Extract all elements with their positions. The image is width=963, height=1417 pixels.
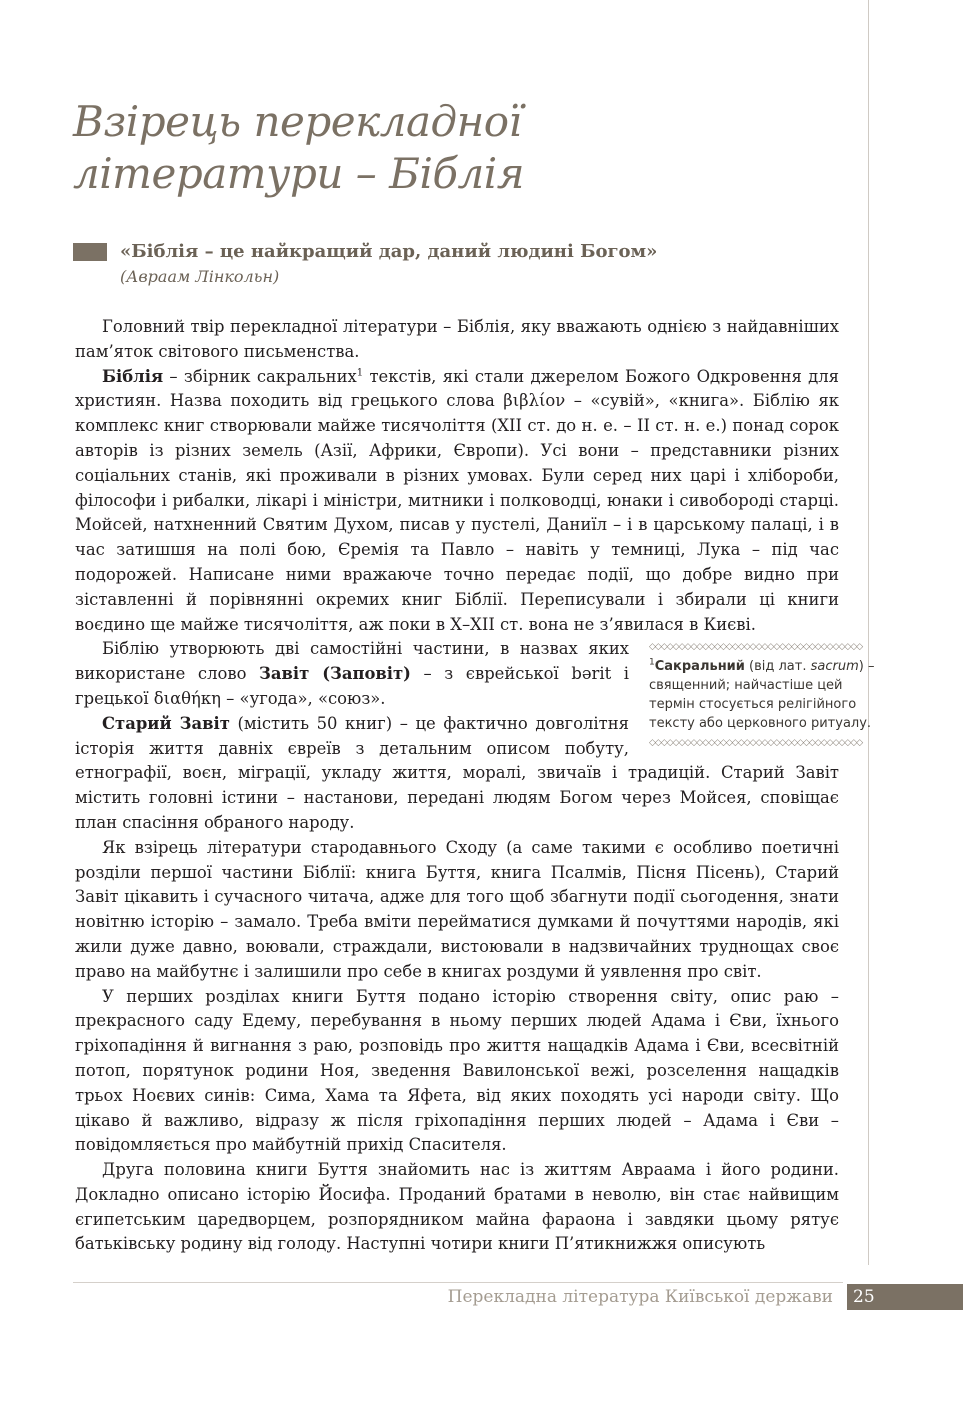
margin-rule bbox=[868, 0, 869, 1265]
term-old-testament: Старий Завіт bbox=[102, 713, 230, 733]
term-testament: Завіт (Заповіт) bbox=[259, 664, 411, 684]
paragraph: Головний твір перекладної літератури – Біблія, яку вважають однією з найдавніших пам’яток світового письменства. bbox=[75, 317, 839, 361]
chapter-title-line-1: Взірець перекладної bbox=[73, 97, 522, 146]
text: текстів, які стали джерелом Божого Одкровення для християн. Назва походить від грецького слова βιβλίον – «сувій», «книга». Біблію як комплекс книг створювали майже тисячоліття (XII ст. до н. е. – II ст. н. е.) понад сорок авторів із різних земель (Азії, Африки, Європи). Усі вони – представники різних соціальних станів, які проживали в різних умовах. Були серед них царі і хлібороби, філософи і рибалки, лікарі і міністри, митники і полководці, юнаки і сивобороді старці. Мойсей, натхненний Святим Духом, писав у пустелі, Даниїл – і в царському палаці, і в час затишшя на полі бою, Єремія та Павло – навіть у темниці, Лука – під час подорожей. Написане ними вражаюче точно передає події, що добре видно при зіставленні й порівнянні окремих книг Біблії. Переписували і збирали ці книги воєдино ще майже тисячоліття, аж поки в X–XII ст. вона не з’явилася в Києві. bbox=[75, 366, 839, 634]
footnote bbox=[649, 637, 891, 753]
text: (містить 50 книг) – це фактично довголітня історія життя давніх євреїв з детальним описом побуту, етнографії, воєн, міграції, укладу життя, моралі, звичаїв і традицій. Старий Завіт містить головні істини – настанови, передані людям Богом через Мойсея, сповіщає план спасіння обраного народу. bbox=[75, 713, 839, 832]
body-text bbox=[75, 315, 875, 1257]
epigraph-author: (Авраам Лінкольн) bbox=[120, 267, 280, 286]
epigraph bbox=[120, 239, 840, 289]
term-bible: Біблія bbox=[102, 366, 164, 386]
epigraph-quote: «Біблія – це найкращий дар, даний людині Богом» bbox=[120, 241, 658, 262]
footnote-top-border: ◇◇◇◇◇◇◇◇◇◇◇◇◇◇◇◇◇◇◇◇◇◇◇◇◇◇◇◇◇◇◇◇◇◇◇◇ bbox=[649, 642, 863, 653]
footnote-latin: sacrum bbox=[810, 659, 859, 675]
paragraph: Як взірець літератури стародавнього Сходу (а саме такими є особливо поетичні розділи першої частини Біблії: книга Буття, книга Псалмів, Пісня Пісень), Старий Завіт цікавить і сучасного читача, адже для того щоб збагнути події сьогодення, знати новітню історію – замало. Треба вміти перейматися думками й почуттями народів, які жили дуже давно, воювали, страждали, вистоювали в надзвичайних труднощах своє право на майбутнє і залишили про себе в книгах роздуми й уявлення про світ. bbox=[75, 837, 839, 981]
chapter-title-line-2: літератури – Біблія bbox=[73, 149, 525, 198]
paragraph: У перших розділах книги Буття подано історію створення світу, опис раю – прекрасного саду Едему, перебування в ньому перших людей Адама і Єви, їхнього гріхопадіння й вигнання з раю, розповідь про життя нащадків Адама і Єви, всесвітній потоп, порятунок родини Ноя, зведення Вавилонської вежі, розселення нащадків трьох Ноєвих синів: Сима, Хама та Яфета, від яких походять усі народи світу. Що цікаво й важливо, відразу ж після гріхопадіння перших людей – Адама і Єви – повідомляється про майбутній прихід Спасителя. bbox=[75, 986, 839, 1155]
footnote-ref[interactable]: 1 bbox=[356, 367, 364, 379]
paragraph: Друга половина книги Буття знайомить нас із життям Авраама і його родини. Докладно описано історію Йосифа. Проданий братами в неволю, він стає найвищим єгипетським царедворцем, розпорядником майна фараона і завдяки цьому рятує батьківську родину від голоду. Наступні чотири книги П’ятикнижжя описують bbox=[75, 1160, 839, 1254]
footer-rule bbox=[73, 1282, 843, 1283]
footnote-bottom-border: ◇◇◇◇◇◇◇◇◇◇◇◇◇◇◇◇◇◇◇◇◇◇◇◇◇◇◇◇◇◇◇◇◇◇◇◇ bbox=[649, 738, 863, 749]
epigraph-marker bbox=[73, 243, 107, 261]
text: (від лат. bbox=[744, 659, 811, 675]
page-number: 25 bbox=[847, 1284, 963, 1310]
text: ) – священний; найчастіше цей термін стосується релігійного тексту або церковного ритуалу. bbox=[649, 659, 875, 732]
text: – збірник сакральних bbox=[163, 366, 357, 386]
footnote-text bbox=[649, 653, 891, 737]
text: Біблію утворюють дві самостійні частини, в назвах яких використане слово bbox=[75, 639, 629, 684]
text: – з єврейської bərit і грецької διαθήκη – «угода», «союз». bbox=[75, 664, 629, 708]
footnote-number: 1 bbox=[649, 658, 655, 669]
chapter-title bbox=[73, 96, 773, 200]
paragraph bbox=[75, 365, 839, 638]
footnote-term: Сакральний bbox=[654, 659, 745, 675]
running-title: Перекладна література Київської держави bbox=[447, 1287, 833, 1307]
